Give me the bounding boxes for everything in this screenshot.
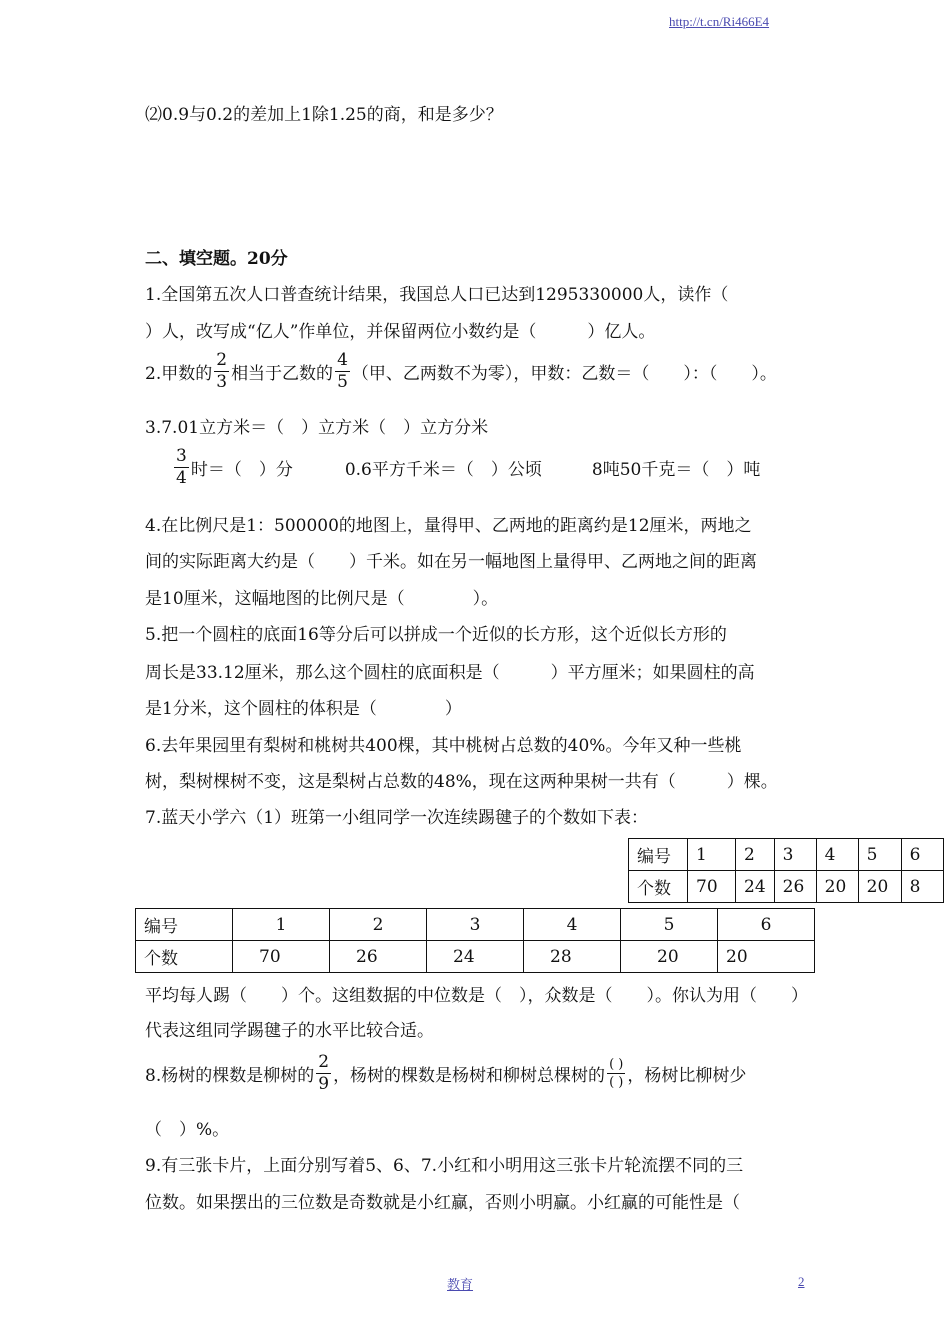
q3-part2: 0.6平方千米＝（ ）公顷 [344,460,542,480]
q3-line2 [172,448,760,487]
table-cell: 70 [688,871,736,903]
table-cell: 3 [427,909,524,941]
table-cell: 8 [901,871,943,903]
q8-text-a: 8.杨树的棵数是柳树的 [145,1066,315,1086]
q8-line1 [145,1054,746,1093]
table-cell: 编号 [629,839,688,871]
fraction-2-9: $\frac{2}{9}$ [318,1052,330,1094]
q7-line3: 代表这组同学踢毽子的水平比较合适。 [145,1021,434,1041]
fraction-4-5: $\frac{4}{5}$ [337,350,348,392]
q2-text-c: （甲、乙两数不为零），甲数：乙数＝（ ）：（ ）。 [351,364,777,384]
q5-line3: 是1分米，这个圆柱的体积是（ ） [145,699,462,719]
fraction-blank: $\frac{( )}{( )}$ [609,1057,624,1090]
table-cell: 26 [774,871,816,903]
q6-line2: 树，梨树棵树不变，这是梨树占总数的48%，现在这两种果树一共有（ ）棵。 [145,772,778,792]
table-cell: 5 [621,909,718,941]
table-cell: 26 [330,941,427,973]
q3-part3: 8吨50千克＝（ ）吨 [591,460,761,480]
page-number[interactable]: 2 [798,1274,805,1289]
q5-line2: 周长是33.12厘米，那么这个圆柱的底面积是（ ）平方厘米；如果圆柱的高 [145,663,755,683]
fraction-2-3: $\frac{2}{3}$ [216,350,228,392]
q1-line2: ）人，改写成“亿人”作单位，并保留两位小数约是（ ）亿人。 [145,322,656,342]
table-cell: 24 [427,941,524,973]
table-cell: 1 [233,909,330,941]
data-table-small [628,838,944,903]
table-cell: 2 [330,909,427,941]
table-cell: 20 [621,941,718,973]
table-cell: 20 [816,871,858,903]
q9-line2: 位数。如果摆出的三位数是奇数就是小红赢，否则小明赢。小红赢的可能性是（ [145,1193,740,1213]
q4-line3: 是10厘米，这幅地图的比例尺是（ ）。 [145,589,499,609]
data-table-large [135,908,815,973]
q3-part1: 时＝（ ）分 [190,460,293,480]
q7-line1: 7.蓝天小学六（1）班第一小组同学一次连续踢毽子的个数如下表： [145,808,649,828]
table-cell: 28 [524,941,621,973]
q8-line2: （ ）%。 [145,1120,230,1140]
q2 [145,352,777,391]
q2-text-b: 相当于乙数的 [231,364,334,384]
q3-line1: 3.7.01立方米＝（ ）立方米（ ）立方分米 [145,418,489,438]
table-row [136,909,815,941]
table-cell: 个数 [136,941,233,973]
footer-link[interactable]: 教育 [447,1277,474,1292]
table-cell: 1 [688,839,736,871]
table-cell: 2 [736,839,775,871]
q6-line1: 6.去年果园里有梨树和桃树共400棵，其中桃树占总数的40%。今年又种一些桃 [145,736,742,756]
previous-question: ⑵0.9与0.2的差加上1除1.25的商，和是多少？ [145,105,503,125]
table-cell: 编号 [136,909,233,941]
table-cell: 6 [718,909,815,941]
header-link[interactable]: http://t.cn/Ri466E4 [669,14,770,29]
q9-line1: 9.有三张卡片，上面分别写着5、6、7.小红和小明用这三张卡片轮流摆不同的三 [145,1156,744,1176]
q5-line1: 5.把一个圆柱的底面16等分后可以拼成一个近似的长方形，这个近似长方形的 [145,625,727,645]
table-cell: 4 [524,909,621,941]
table-cell: 6 [901,839,943,871]
table-cell: 3 [774,839,816,871]
q8-text-b: ，杨树的棵数是杨树和柳树总棵树的 [333,1066,606,1086]
table-row [629,839,944,871]
q1-line1: 1.全国第五次人口普查统计结果，我国总人口已达到1295330000人，读作（ [145,285,729,305]
q4-line2: 间的实际距离大约是（ ）千米。如在另一幅地图上量得甲、乙两地之间的距离 [145,552,757,572]
table-row [629,871,944,903]
table-cell: 5 [858,839,901,871]
table-cell: 个数 [629,871,688,903]
table-cell: 70 [233,941,330,973]
q4-line1: 4.在比例尺是1：500000的地图上，量得甲、乙两地的距离约是12厘米，两地之 [145,516,752,536]
table-cell: 24 [736,871,775,903]
section-title: 二、填空题。20分 [145,249,288,269]
q8-text-c: ，杨树比柳树少 [627,1066,747,1086]
table-cell: 20 [858,871,901,903]
q7-line2: 平均每人踢（ ）个。这组数据的中位数是（ ），众数是（ ）。你认为用（ ） [145,986,808,1006]
table-row [136,941,815,973]
q2-text-a: 2.甲数的 [145,364,213,384]
table-cell: 20 [718,941,815,973]
table-cell: 4 [816,839,858,871]
fraction-3-4: $\frac{3}{4}$ [176,446,187,488]
